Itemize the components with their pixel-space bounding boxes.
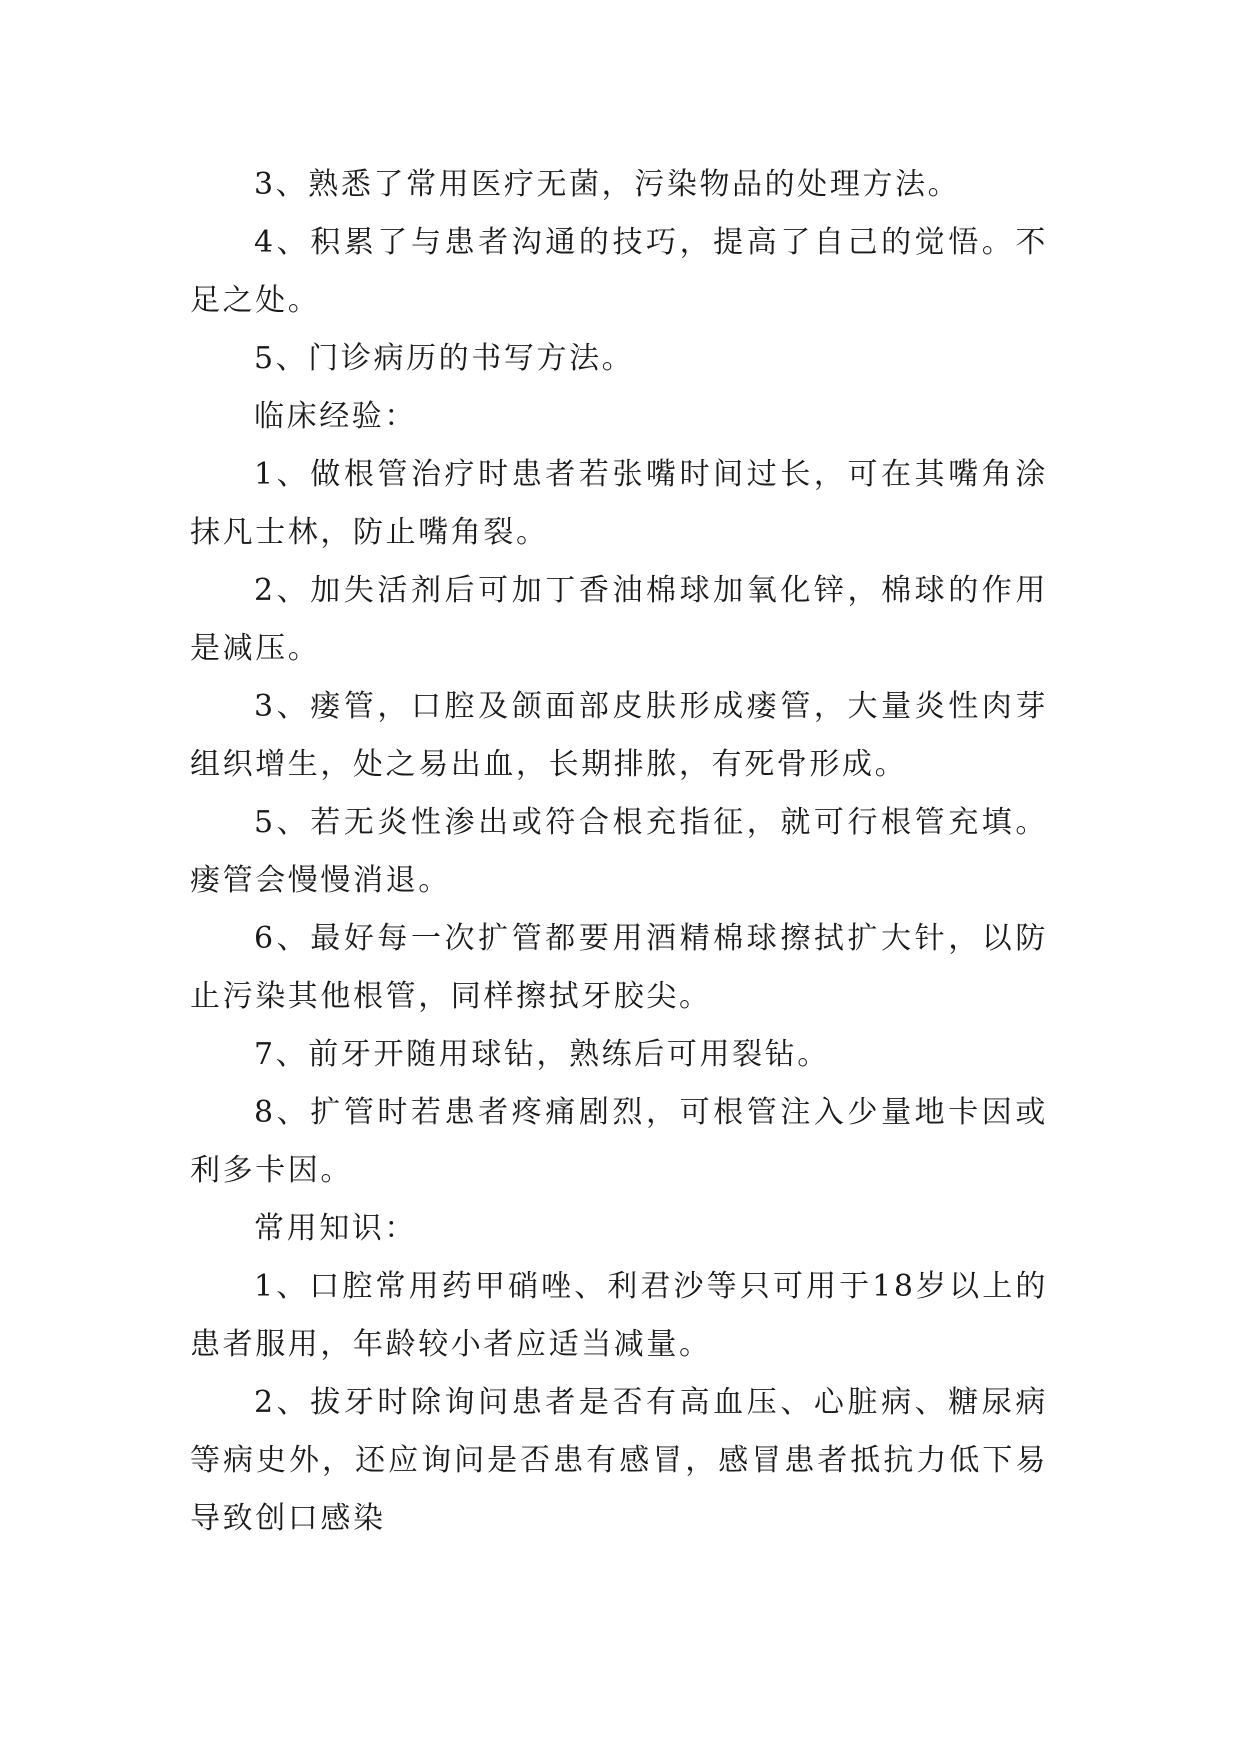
paragraph-front-teeth-bur: 7、前牙开随用球钻，熟练后可用裂钻。 <box>254 1037 830 1072</box>
paragraph-root-canal-filling: 5、若无炎性渗出或符合根充指征，就可行根管充填。瘘管会慢慢消退。 <box>190 805 1048 898</box>
paragraph-common-drugs: 1、口腔常用药甲硝唑、利君沙等只可用于18岁以上的患者服用，年龄较小者应适当减量。 <box>190 1269 1048 1362</box>
paragraph-medical-records: 5、门诊病历的书写方法。 <box>254 341 635 376</box>
paragraph-alcohol-swab: 6、最好每一次扩管都要用酒精棉球擦拭扩大针，以防止污染其他根管，同样擦拭牙胶尖。 <box>190 921 1048 1014</box>
paragraph-extraction-history: 2、拔牙时除询问患者是否有高血压、心脏病、糖尿病等病史外，还应询问是否患有感冒，感冒患者抵抗力低下易导致创口感染 <box>190 1385 1048 1536</box>
paragraph-patient-communication: 4、积累了与患者沟通的技巧，提高了自己的觉悟。不足之处。 <box>190 225 1048 318</box>
paragraph-fistula: 3、瘘管，口腔及颌面部皮肤形成瘘管，大量炎性肉芽组织增生，处之易出血，长期排脓，有死骨形成。 <box>190 689 1048 782</box>
section-heading-clinical-experience: 临床经验： <box>254 399 417 434</box>
document-body <box>190 156 1048 1548</box>
paragraph-devitalizer: 2、加失活剂后可加丁香油棉球加氧化锌，棉球的作用是减压。 <box>190 573 1048 666</box>
paragraph-anesthetic: 8、扩管时若患者疼痛剧烈，可根管注入少量地卡因或利多卡因。 <box>190 1095 1048 1188</box>
paragraph-sterile-handling: 3、熟悉了常用医疗无菌，污染物品的处理方法。 <box>254 167 961 202</box>
paragraph-root-canal-vaseline: 1、做根管治疗时患者若张嘴时间过长，可在其嘴角涂抹凡士林，防止嘴角裂。 <box>190 457 1048 550</box>
section-heading-common-knowledge: 常用知识： <box>254 1211 417 1246</box>
